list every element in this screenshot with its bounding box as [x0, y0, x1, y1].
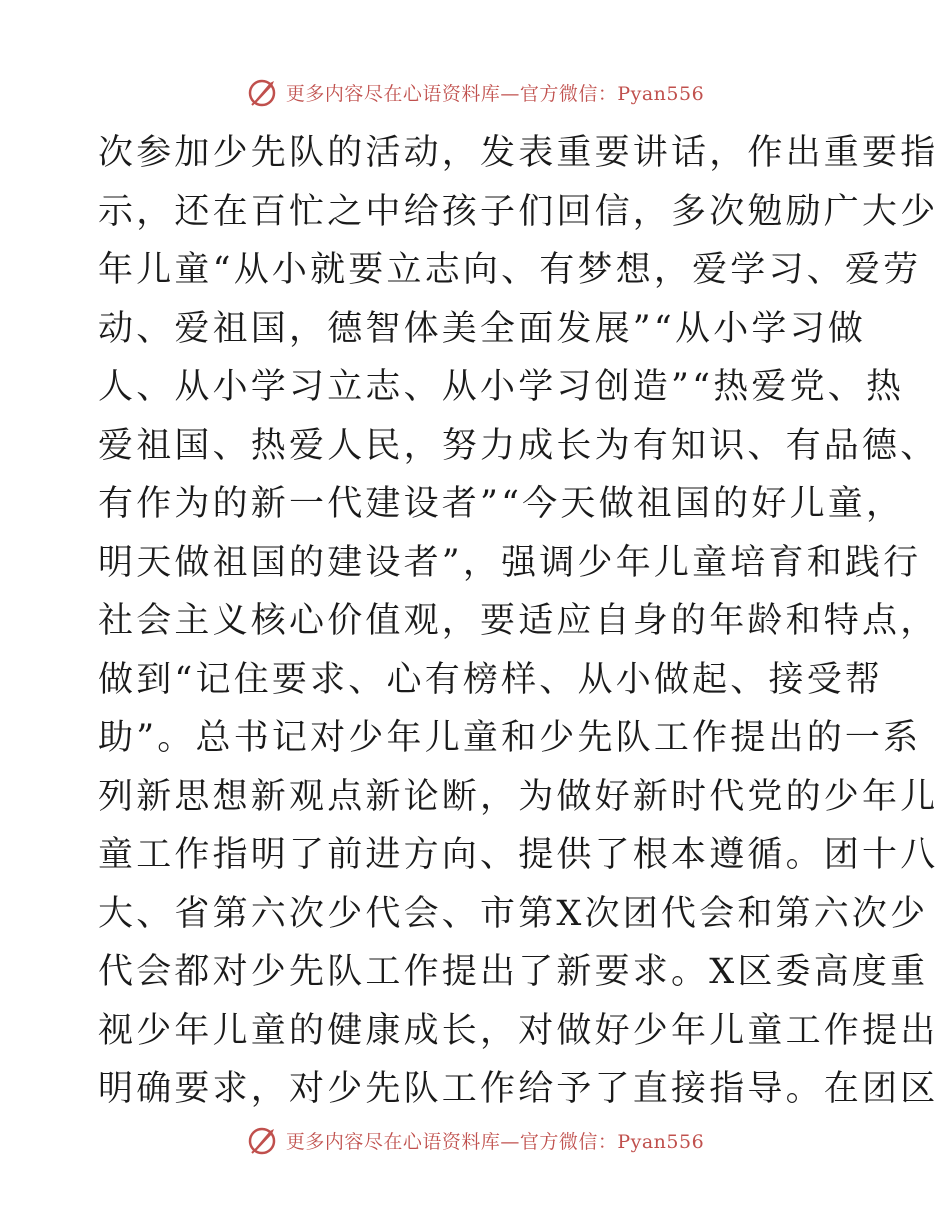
body-line: 次参加少先队的活动，发表重要讲话，作出重要指: [98, 133, 939, 173]
document-body: [98, 124, 939, 1119]
body-line: 示，还在百忙之中给孩子们回信，多次勉励广大少: [98, 191, 939, 232]
body-line: 列新思想新观点新论断，为做好新时代党的少年儿: [98, 776, 939, 817]
body-line: 做到“记住要求、心有榜样、从小做起、接受帮: [98, 659, 884, 700]
header-banner-text: 更多内容尽在心语资料库—官方微信：Pyan556: [285, 82, 705, 105]
body-line: 年儿童“从小就要立志向、有梦想，爱学习、爱劳: [98, 250, 922, 290]
body-line: 视少年儿童的健康成长，对做好少年儿童工作提出: [98, 1010, 939, 1051]
body-line: 童工作指明了前进方向、提供了根本遵循。团十八: [98, 835, 939, 875]
quill-pen-logo-icon: [246, 75, 280, 109]
body-line: 有作为的新一代建设者”“今天做祖国的好儿童，: [98, 484, 905, 524]
body-line: 助”。总书记对少年儿童和少先队工作提出的一系: [98, 718, 922, 758]
body-line: 大、省第六次少代会、市第X次团代会和第六次少: [98, 893, 929, 934]
body-line: 人、从小学习立志、从小学习创造”“热爱党、热: [98, 367, 905, 407]
footer-banner-text: 更多内容尽在心语资料库—官方微信：Pyan556: [285, 1130, 705, 1153]
body-line: 社会主义核心价值观，要适应自身的年龄和特点，: [98, 601, 939, 641]
quill-pen-logo-icon: [246, 1123, 280, 1157]
footer-watermark-banner: [0, 1120, 950, 1160]
body-line: 爱祖国、热爱人民，努力成长为有知识、有品德、: [98, 425, 939, 466]
body-line: 代会都对少先队工作提出了新要求。X区委高度重: [98, 952, 929, 992]
body-line: 明确要求，对少先队工作给予了直接指导。在团区: [98, 1069, 939, 1109]
body-line: 动、爱祖国，德智体美全面发展”“从小学习做: [98, 308, 866, 349]
header-watermark-banner: [0, 72, 950, 112]
body-line: 明天做祖国的建设者”，强调少年儿童培育和践行: [98, 542, 922, 583]
